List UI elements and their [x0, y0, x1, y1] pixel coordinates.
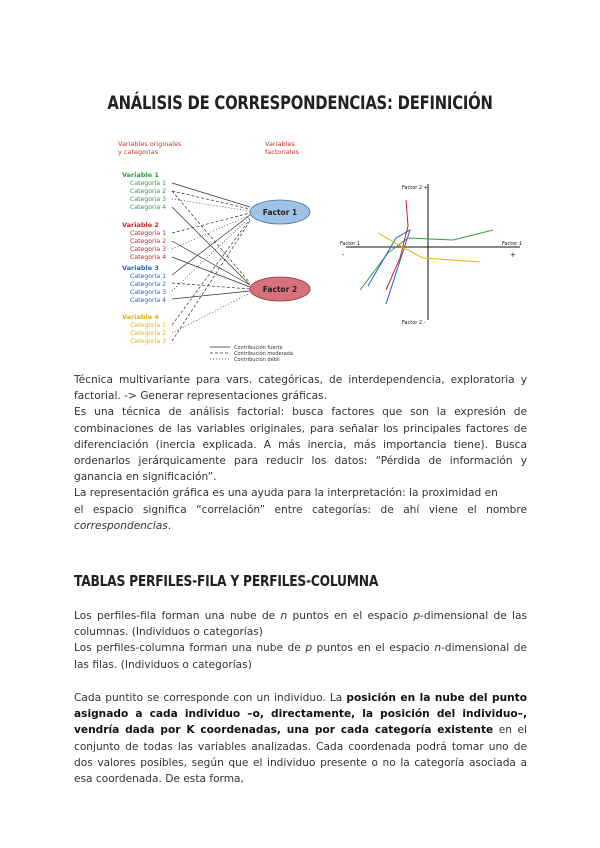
- factor-2-label: Factor 2: [262, 285, 298, 294]
- legend-moderate: Contribución moderada: [234, 351, 293, 357]
- section-2-heading: TABLAS PERFILES-FILA Y PERFILES-COLUMNA: [74, 572, 379, 590]
- legend-strong: Contribución fuerte: [234, 345, 283, 351]
- paragraph: Es una técnica de análisis factorial: busca factores que son la expresión de combinaciones de las variables originales, para señalar los principales factores de diferenciación (inercia explicada. A más inercia, más importancia tiene). Busca ordenarlos jerárquicamente para reducir los datos: “Pérdida de información y ganancia en significación”.: [74, 406, 527, 484]
- axis-left-label: Factor 1: [340, 241, 361, 247]
- paragraph: Los perfiles-fila forman una nube de n puntos en el espacio p-dimensional de las columnas. (Individuos o categorías): [74, 610, 528, 639]
- category-label: Categoría 3: [130, 196, 167, 203]
- legend-weak: Contribución débil: [234, 357, 280, 363]
- section-2-paragraph-3: [74, 690, 527, 787]
- category-label: Categoría 1: [130, 180, 167, 187]
- category-label: Categoría 1: [130, 322, 167, 329]
- paragraph: Cada puntito se corresponde con un individuo. La posición en la nube del punto asignado a cada individuo –o, directamente, la posición del individuo–, vendría dada por K coordenadas, una por cada categoría existente en el conjunto de todas las variables analizadas. Cada coordenada podrá tomar uno de dos valores posibles, según que el individuo presente o no la categoría asociada a esa coordenada. De esta forma,: [74, 692, 527, 786]
- factor-1-label: Factor 1: [262, 208, 298, 217]
- paragraph: Técnica multivariante para vars. categóricas, de interdependencia, exploratoria y factorial. -> Generar representaciones gráficas.: [74, 374, 527, 403]
- header-right-2: factoriales: [265, 148, 300, 156]
- category-label: Categoría 3: [130, 338, 167, 345]
- variable-4-label: Variable 4: [122, 313, 159, 321]
- paragraph: el espacio significa “correlación” entre categorías: de ahí viene el nombre correspondencias.: [74, 503, 527, 532]
- axis-plus: +: [510, 251, 516, 259]
- axis-top-label: Factor 2 +: [402, 185, 428, 191]
- category-label: Categoría 2: [130, 281, 167, 288]
- header-right-1: Variables: [265, 140, 295, 148]
- factor-plane-plot: [338, 178, 528, 328]
- category-label: Categoría 3: [130, 246, 167, 253]
- axis-minus: -: [342, 251, 345, 259]
- category-label: Categoría 4: [130, 254, 167, 261]
- header-left-2: y categorías: [118, 148, 158, 156]
- page-title: ANÁLISIS DE CORRESPONDENCIAS: DEFINICIÓN: [107, 92, 493, 114]
- paragraph: Los perfiles-columna forman una nube de p puntos en el espacio n-dimensional de las filas. (Individuos o categorías): [74, 642, 527, 671]
- variable-1-label: Variable 1: [122, 171, 159, 179]
- category-label: Categoría 2: [130, 188, 167, 195]
- category-label: Categoría 4: [130, 204, 167, 211]
- axis-right-label: Factor 1: [502, 241, 523, 247]
- variable-2-label: Variable 2: [122, 221, 159, 229]
- category-label: Categoría 2: [130, 238, 167, 245]
- category-label: Categoría 3: [130, 289, 167, 296]
- section-2-text: [74, 608, 527, 673]
- category-label: Categoría 1: [130, 230, 167, 237]
- axis-bottom-label: Factor 2 -: [402, 320, 426, 326]
- diagram-legend: [210, 344, 293, 363]
- header-left-1: Variables originales: [118, 140, 182, 148]
- category-label: Categoría 2: [130, 330, 167, 337]
- factor-diagram: [110, 135, 330, 370]
- variable-3-label: Variable 3: [122, 264, 159, 272]
- series-variable-1: [360, 230, 493, 290]
- category-label: Categoría 1: [130, 273, 167, 280]
- category-label: Categoría 4: [130, 297, 167, 304]
- contribution-arrows: [172, 183, 250, 341]
- section-1-text: [74, 372, 527, 534]
- paragraph: La representación gráfica es una ayuda para la interpretación: la proximidad en: [74, 487, 498, 500]
